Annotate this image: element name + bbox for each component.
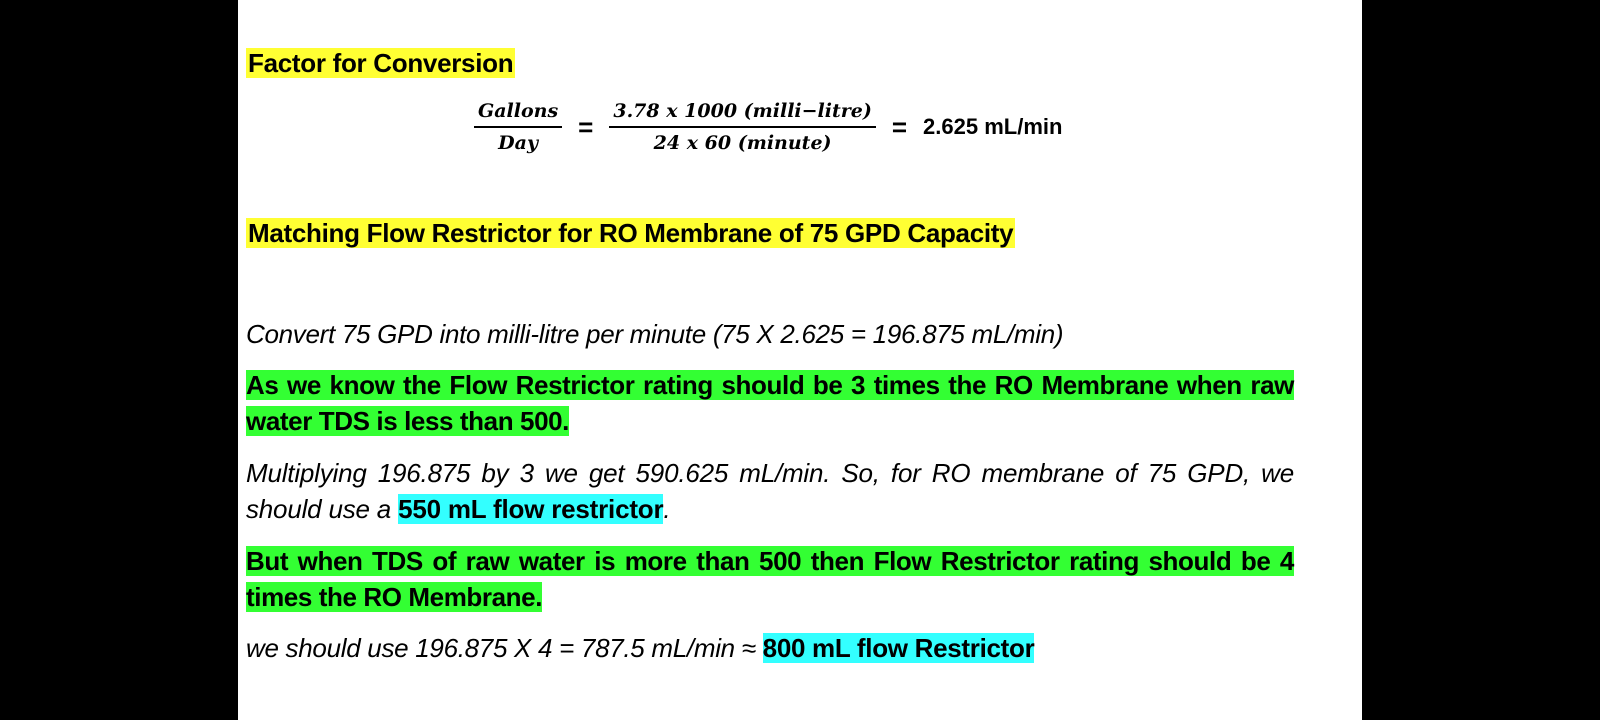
final-line xyxy=(246,630,1034,666)
multiply-end: . xyxy=(663,494,671,524)
rule-less-than-500 xyxy=(246,367,1294,439)
slide xyxy=(238,0,1362,720)
equals-sign-1: = xyxy=(578,111,594,142)
fraction-denominator-minute: 24 x 60 (minute) xyxy=(653,132,832,154)
heading-matching-flow-restrictor-text: Matching Flow Restrictor for RO Membrane of 75 GPD Capacity xyxy=(248,218,1014,248)
rule-more-than-500 xyxy=(246,543,1294,615)
fraction-denominator-day: Day xyxy=(498,132,538,154)
heading-conversion-factor-text: Factor for Conversion xyxy=(248,48,514,78)
convert-line: Convert 75 GPD into milli-litre per minute (75 X 2.625 = 196.875 mL/min) xyxy=(246,319,1064,349)
recommend-800ml: 800 mL flow Restrictor xyxy=(762,633,1035,663)
fraction-ml-per-minute xyxy=(609,100,876,154)
formula-result: 2.625 mL/min xyxy=(923,114,1063,139)
multiply-text: Multiplying 196.875 by 3 we get 590.625 mL/min. So, for RO membrane of 75 GPD, we should use a xyxy=(246,458,1294,524)
fraction-numerator-millilitre: 3.78 x 1000 (milli−litre) xyxy=(609,100,876,128)
heading-conversion-factor xyxy=(246,46,515,80)
multiply-paragraph xyxy=(246,455,1294,527)
equals-sign-2: = xyxy=(891,111,908,142)
rule-more-than-500-text: But when TDS of raw water is more than 500 then Flow Restrictor rating should be 4 times the RO Membrane. xyxy=(246,546,1294,612)
rule-less-than-500-text: As we know the Flow Restrictor rating should be 3 times the RO Membrane when raw water TDS is less than 500. xyxy=(246,370,1294,436)
final-text: we should use 196.875 X 4 = 787.5 mL/min ≈ xyxy=(246,633,763,663)
heading-matching-flow-restrictor xyxy=(246,216,1015,250)
recommend-550ml: 550 mL flow restrictor xyxy=(398,494,664,524)
fraction-gallons-per-day xyxy=(474,100,562,154)
conversion-formula xyxy=(474,92,1062,162)
fraction-numerator-gallons: Gallons xyxy=(474,100,562,128)
